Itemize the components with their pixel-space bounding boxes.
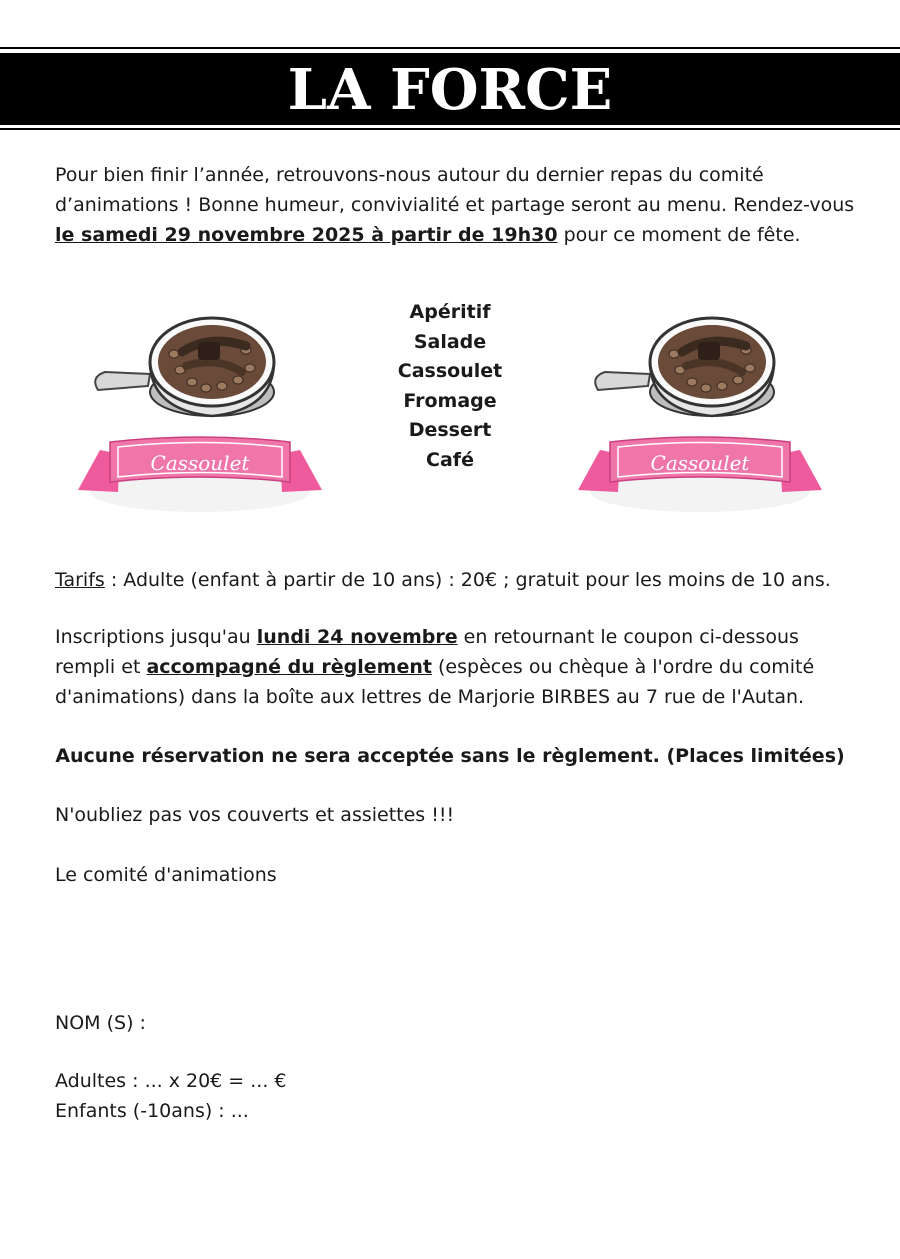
menu-item: Salade	[413, 330, 487, 353]
cassoulet-pot-icon	[590, 318, 810, 512]
signature: Le comité d'animations	[55, 864, 277, 886]
intro-text-start: Pour bien finir l’année, retrouvons-nous autour du dernier repas du comité d’animations ! Bonne humeur, convivialité et partage seront au menu. Rendez-vous	[55, 164, 855, 216]
coupon-adultes-field: Adultes : ... x 20€ = ... €	[55, 1070, 287, 1092]
bottom-divider	[0, 128, 900, 130]
coupon-enfants-field: Enfants (-10ans) : ...	[55, 1100, 249, 1122]
event-date: le samedi 29 novembre 2025 à partir de 19h30	[55, 224, 558, 246]
inscriptions-text-1: Inscriptions jusqu'au	[55, 626, 257, 648]
warning-notice: Aucune réservation ne sera acceptée sans le règlement. (Places limitées)	[55, 745, 845, 767]
deadline-date: lundi 24 novembre	[256, 626, 458, 648]
menu-item: Apéritif	[409, 301, 491, 323]
inscriptions-paragraph	[55, 622, 855, 712]
menu-item: Café	[426, 448, 474, 471]
tarifs-label: Tarifs	[55, 569, 105, 591]
cassoulet-pot-icon	[90, 318, 310, 512]
cassoulet-illustration-left	[70, 282, 330, 522]
intro-paragraph	[55, 160, 855, 250]
top-divider	[0, 47, 900, 49]
tarifs-text: : Adulte (enfant à partir de 10 ans) : 20€ ; gratuit pour les moins de 10 ans.	[104, 569, 831, 591]
payment-requirement: accompagné du règlement	[146, 656, 432, 678]
ribbon-label: Cassoulet	[650, 451, 750, 475]
intro-text-end: pour ce moment de fête.	[557, 224, 801, 246]
menu-item: Dessert	[408, 419, 492, 442]
coupon-nom-field: NOM (S) :	[55, 1012, 146, 1034]
menu-item: Fromage	[403, 389, 497, 412]
reminder-text: N'oubliez pas vos couverts et assiettes !!!	[55, 804, 455, 826]
ribbon-label: Cassoulet	[150, 451, 250, 475]
menu-item: Cassoulet	[397, 360, 503, 383]
page-title: LA FORCE	[0, 53, 900, 125]
tarifs-line	[55, 565, 885, 595]
menu-list	[360, 298, 540, 476]
cassoulet-illustration-right	[570, 282, 830, 522]
inscriptions-text-2: en retournant le coupon ci-dessous rempli et	[55, 626, 799, 678]
inscriptions-text-3: (espèces ou chèque à l'ordre du comité d'animations) dans la boîte aux lettres de Marjorie BIRBES au 7 rue de l'Autan.	[55, 656, 815, 708]
